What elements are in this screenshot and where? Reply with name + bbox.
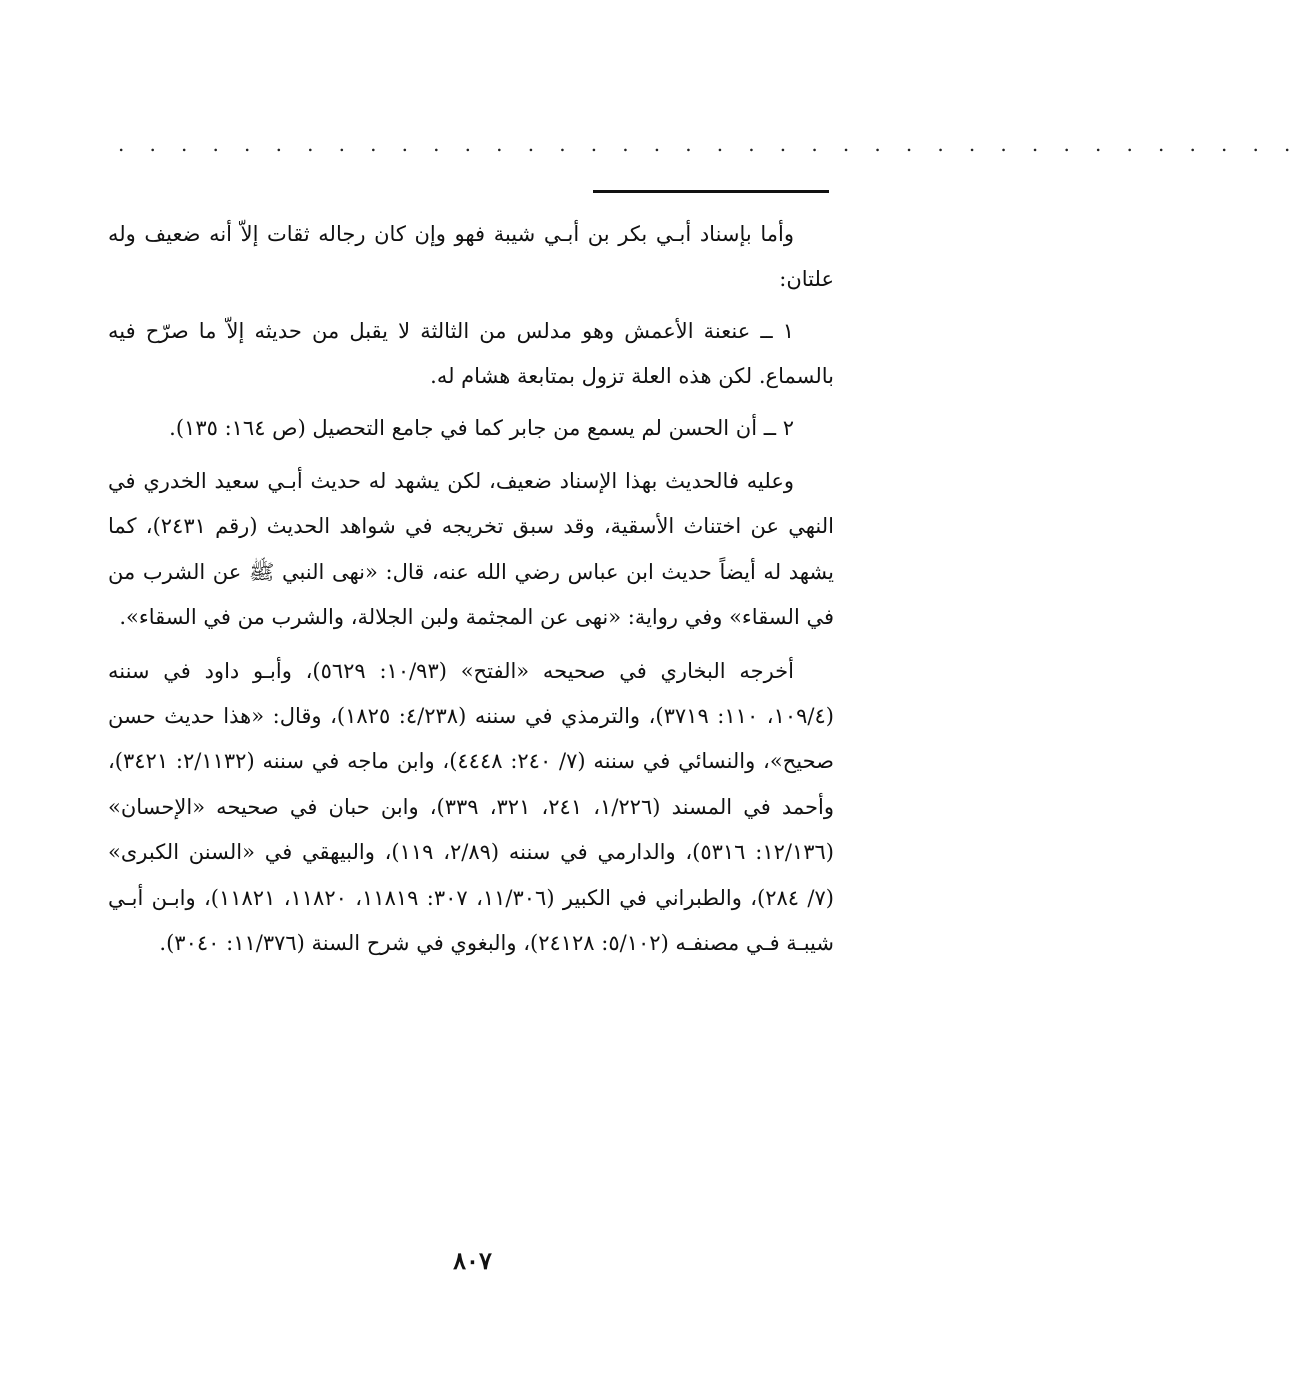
paragraph-reason-1: ١ ــ عنعنة الأعمش وهو مدلس من الثالثة لا يقبل من حديثه إلاّ ما صرّح فيه بالسماع. لكن هذه العلة تزول بمتابعة هشام له. [108, 318, 834, 389]
paragraph-reason-2: ٢ ــ أن الحسن لم يسمع من جابر كما في جامع التحصيل (ص ١٦٤: ١٣٥). [169, 415, 794, 440]
body-text [108, 212, 834, 975]
paragraph-isnad-weakness: وأما بإسناد أبـي بكر بن أبـي شيبة فهو وإن كان رجاله ثقات إلاّ أنه ضعيف وله علتان: [108, 222, 834, 292]
footnote-rule [593, 190, 829, 193]
page-number: ٨٠٧ [453, 1246, 492, 1275]
paragraph-conclusion: وعليه فالحديث بهذا الإسناد ضعيف، لكن يشهد له حديث أبـي سعيد الخدري في النهي عن اختناث الأسقية، وقد سبق تخريجه في شواهد الحديث (رقم ٢٤٣١)، كما يشهد له أيضاً حديث ابن عباس رضي الله عنه، قال: «نهى النبي ﷺ عن الشرب من في السقاء» وفي رواية: «نهى عن المجثمة ولبن الجلالة، والشرب من في السقاء». [108, 469, 834, 630]
dotted-separator: . . . . . . . . . . . . . . . . . . . . . . . . . . . . . . . . . . . . . . [118, 132, 1300, 156]
paragraph-takhrij: أخرجه البخاري في صحيحه «الفتح» (١٠/٩٣: ٥٦٢٩)، وأبـو داود في سننه (١٠٩/٤، ١١٠: ٣٧١٩)، والترمذي في سننه (٤/٢٣٨: ١٨٢٥)، وقال: «هذا حديث حسن صحيح»، والنسائي في سننه (٧/ ٢٤٠: ٤٤٤٨)، وابن ماجه في سننه (٢/١١٣٢: ٣٤٢١)، وأحمد في المسند (١/٢٢٦، ٢٤١، ٣٢١، ٣٣٩)، وابن حبان في صحيحه «الإحسان» (١٢/١٣٦: ٥٣١٦)، والدارمي في سننه (٢/٨٩، ١١٩)، والبيهقي في «السنن الكبرى» (٧/ ٢٨٤)، والطبراني في الكبير (١١/٣٠٦، ٣٠٧: ١١٨١٩، ١١٨٢٠، ١١٨٢١)، وابـن أبـي شيبـة فـي مصنفـه (٥/١٠٢: ٢٤١٢٨)، والبغوي في شرح السنة (١١/٣٧٦: ٣٠٤٠). [108, 658, 834, 956]
